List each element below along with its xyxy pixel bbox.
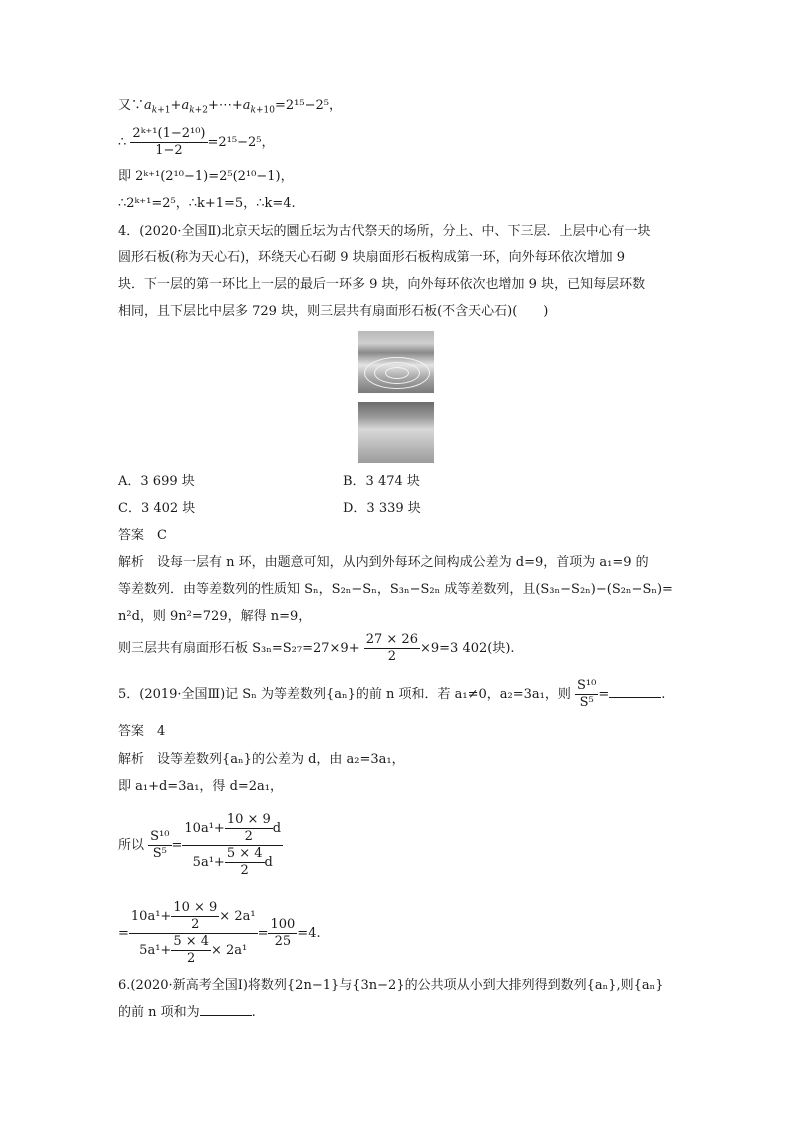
answer-blank [609, 685, 661, 698]
q4-option-b: B．3 474 块 [343, 474, 420, 489]
temple-photo-top [358, 331, 434, 393]
fraction: $\frac{10 \times 9}{2}$ [173, 900, 218, 932]
q4-option-c: C．3 402 块 [118, 501, 196, 516]
q5-analysis-line-3: 所以 $\frac{\text{S¹⁰}}{\text{S⁵}}$ = 10a¹+ $\frac{10 \times 9}{2}$ d 5a¹+ $\frac{5 \times 4}{2}$ d [118, 812, 282, 878]
q4-stem-line-1: 4．(2020·全国Ⅱ)北京天坛的圜丘坛为古代祭天的场所，分上、中、下三层．上层中心有一块 [118, 224, 651, 239]
q4-answer: 答案 C [118, 528, 167, 543]
q4-analysis-line-2: 等差数列．由等差数列的性质知 Sₙ，S₂ₙ−Sₙ，S₃ₙ−S₂ₙ 成等差数列，且(S₃ₙ−S₂ₙ)−(S₂ₙ−Sₙ)= [118, 582, 673, 597]
compound-fraction: 10a¹+ $\frac{10 \times 9}{2}$ d 5a¹+ $\frac{5 \times 4}{2}$ d [184, 812, 282, 878]
fraction: $\frac{10 \times 9}{2}$ [226, 812, 271, 844]
q5-stem: 5．(2019·全国Ⅲ)记 Sₙ 为等差数列{aₙ}的前 n 项和．若 a₁≠0，a₂=3a₁，则 $\frac{\text{S¹⁰}}{\text{S⁵}}$ = . [118, 678, 666, 710]
solution-line-3: 即 2ᵏ⁺¹(2¹⁰−1)=2⁵(2¹⁰−1)， [118, 169, 294, 184]
q4-analysis-line-3: n²d，则 9n²=729，解得 n=9， [118, 609, 312, 624]
q5-answer: 答案 4 [118, 724, 166, 739]
solution-line-1: 又$\because a_{k+1}+a_{k+2}+\cdots+a_{k+10}=2^{15}-2^5$， [118, 98, 342, 116]
q5-analysis-line-2: 即 a₁+d=3a₁，得 d=2a₁， [118, 779, 284, 794]
q4-stem-line-2: 圆形石板(称为天心石)，环绕天心石砌 9 块扇面形石板构成第一环，向外每环依次增加 9 [118, 250, 626, 265]
solution-line-4: ∴2ᵏ⁺¹=2⁵，∴k+1=5，∴k=4. [118, 196, 296, 211]
fraction: $\frac{5 \times 4}{2}$ [173, 934, 210, 966]
q4-option-a: A．3 699 块 [118, 474, 195, 489]
fraction: $\frac{\text{2ᵏ⁺¹(1−2¹⁰)}}{1-2}$ [132, 126, 206, 158]
fraction: $\frac{27 \times 26}{2}$ [365, 632, 418, 664]
q4-option-d: D．3 339 块 [343, 501, 421, 516]
q6-stem-line-2: 的前 n 项和为 . [118, 1005, 256, 1020]
compound-fraction: 10a¹+ $\frac{10 \times 9}{2}$ × 2a¹ 5a¹+ $\frac{5 \times 4}{2}$ × 2a¹ [130, 900, 256, 966]
fraction: $\frac{\text{S¹⁰}}{\text{S⁵}}$ [577, 678, 597, 710]
q6-stem-line-1: 6.(2020·新高考全国Ⅰ)将数列{2n−1}与{3n−2}的公共项从小到大排列得到数列{aₙ},则{aₙ} [118, 978, 664, 993]
solution-line-2: ∴ $\frac{\text{2ᵏ⁺¹(1−2¹⁰)}}{1-2}$ =2¹⁵−2⁵， [118, 126, 275, 158]
q5-analysis-line-4: = 10a¹+ $\frac{10 \times 9}{2}$ × 2a¹ 5a¹+ $\frac{5 \times 4}{2}$ × 2a¹ = $\frac{100}{25}$ =4. [118, 900, 321, 966]
fraction: $\frac{5 \times 4}{2}$ [226, 846, 263, 878]
answer-blank [200, 1003, 252, 1016]
q4-analysis-line-1: 解析 设每一层有 n 环，由题意可知，从内到外每环之间构成公差为 d=9，首项为 a₁=9 的 [118, 555, 649, 570]
q4-analysis-line-4: 则三层共有扇面形石板 S₃ₙ=S₂₇=27×9+ $\frac{27 \times 26}{2}$ ×9=3 402(块). [118, 632, 515, 664]
fraction: $\frac{\text{S¹⁰}}{\text{S⁵}}$ [150, 829, 170, 861]
q4-stem-line-4: 相同，且下层比中层多 729 块，则三层共有扇面形石板(不含天心石)( ) [118, 304, 549, 319]
temple-photo-bottom [358, 402, 434, 463]
fraction: $\frac{100}{25}$ [270, 917, 296, 949]
q5-analysis-line-1: 解析 设等差数列{aₙ}的公差为 d，由 a₂=3a₁， [118, 752, 405, 767]
q4-stem-line-3: 块．下一层的第一环比上一层的最后一环多 9 块，向外每环依次也增加 9 块，已知每层环数 [118, 277, 646, 292]
